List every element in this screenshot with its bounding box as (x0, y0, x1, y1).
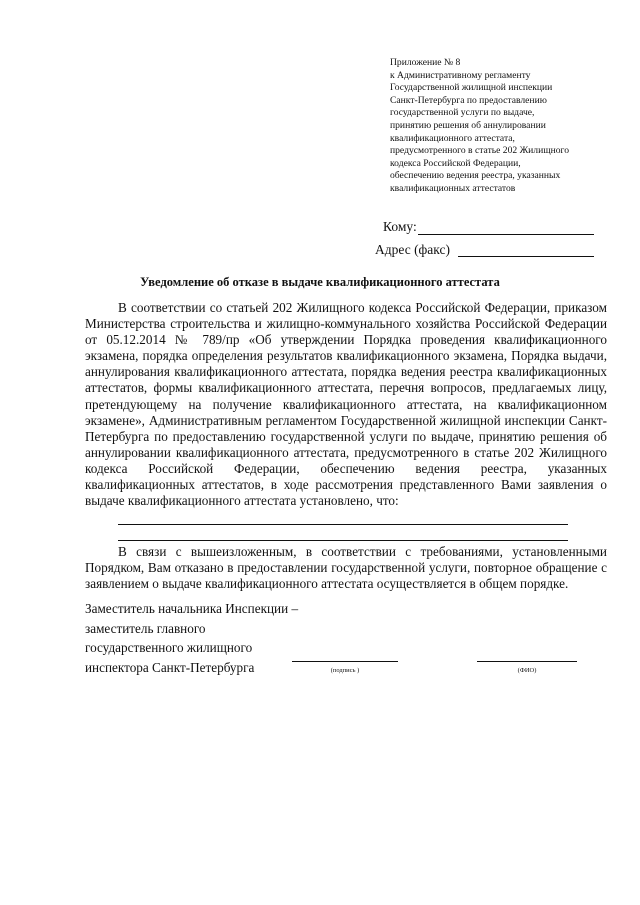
signer-line: заместитель главного (85, 620, 206, 636)
body-paragraph-1: В соответствии со статьей 202 Жилищного кодекса Российской Федерации, приказом Министерства строительства и жилищно-коммунального хозяйства Российской Федерации от 05.12.2014 № 789/пр «Об утверждении Порядка проведения квалификационного экзамена, порядка определения результатов квалификационного экзамена, Порядка выдачи, аннулирования квалификационного аттестата, порядка ведения реестра квалификационных аттестатов, формы квалификационного аттестата, перечня вопросов, предлагаемых лицу, претендующему на получение квалификационного аттестата, на квалификационном экзамене», Административным регламентом Государственной жилищной инспекции Санкт-Петербурга по предоставлению государственной услуги по выдаче, принятию решения об аннулировании квалификационного аттестата, предусмотренного в статье 202 Жилищного кодекса Российской Федерации, обеспечению ведения реестра, указанных квалификационных аттестатов, в ходе рассмотрения представленного Вами заявления о выдаче квалификационного аттестата установлено, что: (85, 300, 607, 509)
to-label: Кому: (383, 219, 417, 234)
appendix-line: квалификационных аттестатов (390, 182, 516, 194)
address-field-line[interactable] (458, 256, 594, 257)
appendix-line: к Административному регламенту (390, 69, 531, 81)
signer-line: инспектора Санкт-Петербурга (85, 659, 255, 675)
appendix-line: квалификационного аттестата, (390, 132, 515, 144)
body-paragraph-1-block (85, 300, 607, 509)
body-paragraph-2: В связи с вышеизложенным, в соответствии с требованиями, установленными Порядком, Вам отказано в предоставлении государственной услуги, повторное обращение с заявлением о выдаче квалификационного аттестата осуществляется в общем порядке. (85, 544, 607, 592)
finding-fill-line-1[interactable] (118, 524, 568, 525)
address-label: Адрес (факс) (375, 242, 451, 257)
signer-line: Заместитель начальника Инспекции – (85, 601, 299, 616)
appendix-line: принятию решения об аннулировании (390, 119, 546, 131)
appendix-line: Приложение № 8 (390, 57, 461, 68)
name-caption: (ФИО) (517, 667, 537, 674)
finding-fill-line-2[interactable] (118, 540, 568, 541)
signer-block (85, 599, 298, 677)
appendix-line: обеспечению ведения реестра, указанных (390, 170, 561, 182)
appendix-line: Санкт-Петербурга по предоставлению (390, 94, 547, 106)
name-line[interactable] (477, 661, 577, 662)
appendix-line: кодекса Российской Федерации, (390, 157, 521, 169)
to-field-line[interactable] (418, 234, 594, 235)
appendix-line: предусмотренного в статье 202 Жилищного (390, 145, 570, 157)
appendix-header (390, 57, 610, 196)
signature-caption: (подпись ) (330, 667, 360, 674)
appendix-line: Государственной жилищной инспекции (390, 82, 553, 94)
body-paragraph-2-block (85, 544, 607, 592)
signer-line: государственного жилищного (85, 640, 253, 655)
signature-line[interactable] (292, 661, 398, 662)
document-title: Уведомление об отказе в выдаче квалификационного аттестата (140, 275, 500, 289)
appendix-line: государственной услуги по выдаче, (390, 107, 535, 119)
